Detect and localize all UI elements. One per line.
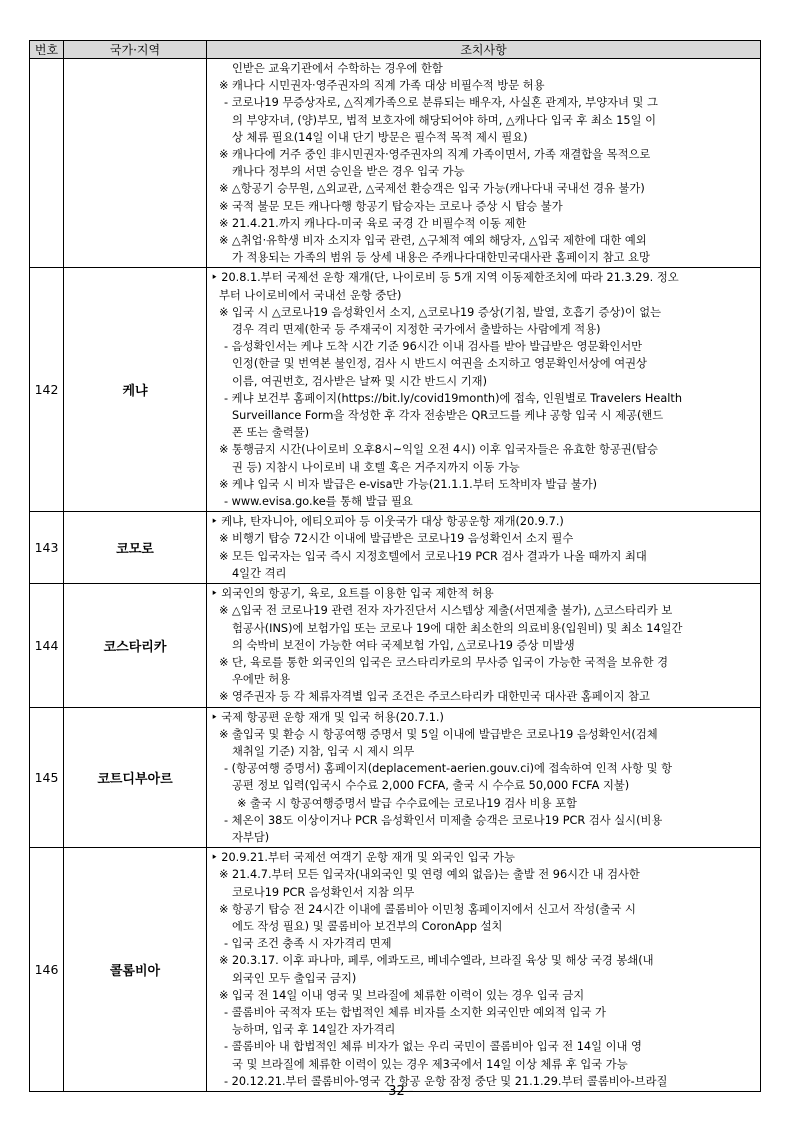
measure-line: ※ 통행금지 시간(나이로비 오후8시~익일 오전 4시) 이후 입국자들은 유효한 항공권(탑승 xyxy=(219,443,658,457)
row-number: 142 xyxy=(30,268,64,512)
measure-line: 에도 작성 필요) 및 콜롬비아 보건부의 CoronApp 설치 xyxy=(232,919,503,933)
row-measures xyxy=(207,707,761,848)
measure-line: ※ 입국 전 14일 이내 영국 및 브라질에 체류한 이력이 있는 경우 입국 금지 xyxy=(219,988,585,1002)
header-number: 번호 xyxy=(30,41,64,59)
measure-line: 국 및 브라질에 체류한 이력이 있는 경우 제3국에서 14일 이상 체류 후 입국 가능 xyxy=(232,1057,628,1071)
measure-line: - (항공여행 증명서) 홈페이지(deplacement-aerien.gouv.ci)에 접속하여 인적 사항 및 항 xyxy=(224,762,673,776)
measure-line: ※ △취업·유학생 비자 소지자 입국 관련, △구체적 예외 해당자, △입국 제한에 대한 예외 xyxy=(219,234,647,248)
measure-line: 채취일 기준) 지참, 입국 시 제시 의무 xyxy=(232,744,415,758)
measure-line: - 입국 조건 충족 시 자가격리 면제 xyxy=(224,937,392,951)
measure-line: ※ 영주권자 등 각 체류자격별 입국 조건은 주코스타리카 대한민국 대사관 홈페이지 참고 xyxy=(219,690,650,704)
measure-line: ※ 출입국 및 환승 시 항공여행 증명서 및 5일 이내에 발급받은 코로나19 음성확인서(검체 xyxy=(219,727,658,741)
measure-line: ※ 항공기 탑승 전 24시간 이내에 콜롬비아 이민청 홈페이지에서 신고서 작성(출국 시 xyxy=(219,902,636,916)
page-number: - 32 - xyxy=(379,1084,414,1099)
row-number: 144 xyxy=(30,584,64,707)
measure-line: 자부담) xyxy=(232,830,270,844)
measure-line: 외국인 모두 출입국 금지) xyxy=(232,971,357,985)
measure-line: - 콜롬비아 내 합법적인 체류 비자가 없는 우리 국민이 콜롬비아 입국 전 14일 이내 영 xyxy=(224,1040,642,1054)
measure-line: ※ 입국 시 △코로나19 음성확인서 소지, △코로나19 증상(기침, 발열, 호흡기 증상)이 없는 xyxy=(219,305,662,319)
row-country: 코모로 xyxy=(64,512,207,584)
measure-line: ※ 캐나다 시민권자·영주권자의 직계 가족 대상 비필수적 방문 허용 xyxy=(219,79,545,93)
measure-line: ※ 캐나다에 거주 중인 非시민권자·영주권자의 직계 가족이면서, 가족 재결합을 목적으로 xyxy=(219,148,651,162)
measure-line: ※ 단, 육로를 통한 외국인의 입국은 코스타리카로의 무사증 입국이 가능한 국적을 보유한 경 xyxy=(219,655,669,669)
measure-line: 부터 나이로비에서 국내선 운항 중단) xyxy=(219,288,402,302)
measure-line: 의 숙박비 보전이 가능한 여타 국제보험 가입, △코로나19 증상 미발생 xyxy=(232,638,575,652)
measure-line: - 20.12.21.부터 콜롬비아-영국 간 항공 운항 잠정 중단 및 21.1.29.부터 콜롬비아-브라질 xyxy=(224,1074,668,1088)
measure-line: - 음성확인서는 케냐 도착 시간 기준 96시간 이내 검사를 받아 발급받은 영문확인서만 xyxy=(224,340,643,354)
table-row xyxy=(30,584,761,707)
measure-line: ‣ 20.8.1.부터 국제선 운항 재개(단, 나이로비 등 5개 지역 이동제한조치에 따라 21.3.29. 정오 xyxy=(211,271,679,285)
measure-line: 인받은 교육기관에서 수학하는 경우에 한함 xyxy=(232,62,443,75)
measure-line: 권 등) 지참시 나이로비 내 호텔 혹은 거주지까지 이동 가능 xyxy=(232,460,520,474)
measure-line: ※ 20.3.17. 이후 파나마, 페루, 에콰도르, 베네수엘라, 브라질 육상 및 해상 국경 봉쇄(내 xyxy=(219,954,654,968)
row-country xyxy=(64,59,207,268)
measures-table xyxy=(29,40,761,1092)
measure-line: ※ 21.4.7.부터 모든 입국자(내외국인 및 연령 예외 없음)는 출발 전 96시간 내 검사한 xyxy=(219,868,640,882)
measure-line: ※ △항공기 승무원, △외교관, △국제선 환승객은 입국 가능(캐나다내 국내선 경유 불가) xyxy=(219,182,645,196)
table-row xyxy=(30,268,761,512)
measure-line: ※ 국적 불문 모든 캐나다행 항공기 탑승자는 코로나 증상 시 탑승 불가 xyxy=(219,199,563,213)
row-measures xyxy=(207,512,761,584)
header-country: 국가·지역 xyxy=(64,41,207,59)
measure-line: ※ △입국 전 코로나19 관련 전자 자가진단서 시스템상 제출(서면제출 불가), △코스타리카 보 xyxy=(219,604,673,618)
table-row xyxy=(30,707,761,848)
measure-line: 가 적용되는 가족의 범위 등 상세 내용은 주캐나다대한민국대사관 홈페이지 참고 요망 xyxy=(232,251,650,265)
row-country: 코스타리카 xyxy=(64,584,207,707)
measure-line: ‣ 케냐, 탄자니아, 에티오피아 등 이웃국가 대상 항공운항 재개(20.9.7.) xyxy=(211,515,564,529)
row-measures xyxy=(207,848,761,1092)
measure-line: 이름, 여권번호, 검사받은 날짜 및 시간 반드시 기재) xyxy=(232,374,487,388)
row-number: 143 xyxy=(30,512,64,584)
measure-line: ‣ 외국인의 항공기, 육로, 요트를 이용한 입국 제한적 허용 xyxy=(211,587,494,601)
measure-line: ‣ 국제 항공편 운항 재개 및 입국 허용(20.7.1.) xyxy=(211,710,444,724)
measure-line: 험공사(INS)에 보험가입 또는 코로나 19에 대한 최소한의 의료비용(입원비) 및 최소 14일간 xyxy=(232,621,683,635)
measure-line: - 콜롬비아 국적자 또는 합법적인 체류 비자를 소지한 외국인만 예외적 입국 가 xyxy=(224,1005,606,1019)
measure-line: - 체온이 38도 이상이거나 PCR 음성확인서 미제출 승객은 코로나19 PCR 검사 실시(비용 xyxy=(224,813,663,827)
measure-line: Surveillance Form을 작성한 후 각자 전송받은 QR코드를 케냐 공항 입국 시 제공(핸드 xyxy=(232,409,664,423)
measure-line: 경우 격리 면제(한국 등 주재국이 지정한 국가에서 출발하는 사람에게 적용) xyxy=(232,323,601,337)
measure-line: 우에만 허용 xyxy=(232,673,291,687)
row-measures xyxy=(207,584,761,707)
row-number: 146 xyxy=(30,848,64,1092)
table-row xyxy=(30,59,761,268)
row-number: 145 xyxy=(30,707,64,848)
measure-line: 캐나다 정부의 서면 승인을 받은 경우 입국 가능 xyxy=(232,165,465,179)
measure-line: ※ 21.4.21.까지 캐나다-미국 육로 국경 간 비필수적 이동 제한 xyxy=(219,216,527,230)
measure-line: 능하며, 입국 후 14일간 자가격리 xyxy=(232,1023,396,1037)
table-header-row xyxy=(30,41,761,59)
measure-line: 공편 정보 입력(입국시 수수료 2,000 FCFA, 출국 시 수수료 50,000 FCFA 지불) xyxy=(232,779,630,793)
row-measures xyxy=(207,59,761,268)
table-body xyxy=(30,59,761,1092)
measure-line: 의 부양자녀, (양)부모, 법적 보호자에 해당되어야 하며, △캐나다 입국 후 최소 15일 이 xyxy=(232,113,657,127)
row-country: 코트디부아르 xyxy=(64,707,207,848)
measure-line: - 케냐 보건부 홈페이지(https://bit.ly/covid19month)에 접속, 인원별로 Travelers Health xyxy=(224,391,682,405)
measure-line: ※ 모든 입국자는 입국 즉시 지정호텔에서 코로나19 PCR 검사 결과가 나올 때까지 최대 xyxy=(219,549,647,563)
measure-line: 인정(한글 및 번역본 불인정, 검사 시 반드시 여권을 소지하고 영문확인서상에 여권상 xyxy=(232,357,647,371)
row-country: 콜롬비아 xyxy=(64,848,207,1092)
measure-line: - www.evisa.go.ke를 통해 발급 필요 xyxy=(224,495,413,509)
row-number xyxy=(30,59,64,268)
measure-line: ※ 케냐 입국 시 비자 발급은 e-visa만 가능(21.1.1.부터 도착비자 발급 불가) xyxy=(219,477,598,491)
table-row xyxy=(30,512,761,584)
measure-line: - 코로나19 무증상자로, △직계가족으로 분류되는 배우자, 사실혼 관계자, 부양자녀 및 그 xyxy=(224,96,658,110)
measure-line: 상 체류 필요(14일 이내 단기 방문은 필수적 목적 제시 필요) xyxy=(232,130,528,144)
measure-line: 코로나19 PCR 음성확인서 지참 의무 xyxy=(232,885,415,899)
row-measures xyxy=(207,268,761,512)
measure-line: ‣ 20.9.21.부터 국제선 여객기 운항 재개 및 외국인 입국 가능 xyxy=(211,851,515,865)
header-measures: 조치사항 xyxy=(207,41,761,59)
row-country: 케냐 xyxy=(64,268,207,512)
measure-line: ※ 비행기 탑승 72시간 이내에 발급받은 코로나19 음성확인서 소지 필수 xyxy=(219,532,574,546)
measure-line: 4일간 격리 xyxy=(232,566,287,580)
measure-line: ※ 출국 시 항공여행증명서 발급 수수료에는 코로나19 검사 비용 포함 xyxy=(237,796,577,810)
table-row xyxy=(30,848,761,1092)
measure-line: 폰 또는 출력물) xyxy=(232,426,310,440)
